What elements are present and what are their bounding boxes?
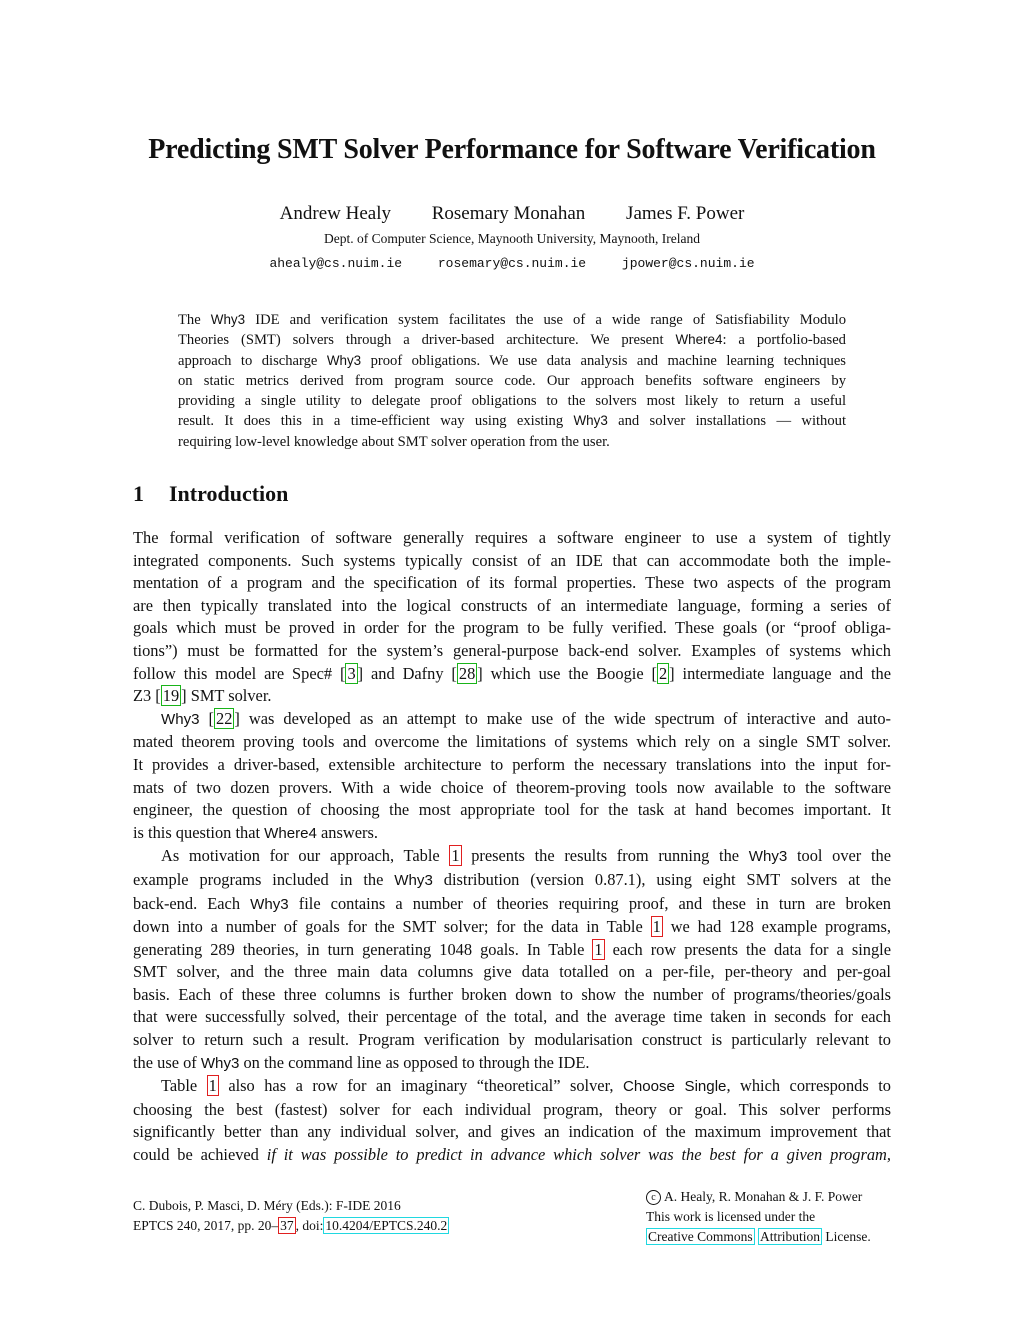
table-link[interactable]: 1 [594, 939, 603, 959]
body-line: As motivation for our approach, Table 1 presents the results from running the Why3 tool over the [161, 846, 891, 866]
body-line: It provides a driver-based, extensible architecture to perform the necessary translations into the input for- [133, 754, 891, 774]
author-email: jpower@cs.nuim.ie [621, 256, 755, 271]
doi-link[interactable]: 10.4204/EPTCS.240.2 [325, 1218, 448, 1233]
body-line: SMT solver, and the three main data columns give data totalled on a per-file, per-theory and per-goal [133, 962, 891, 982]
copyright-icon: c [646, 1190, 661, 1205]
body-line: choosing the best (fastest) solver for each individual program, theory or goal. This solver performs [133, 1099, 891, 1119]
section-heading [133, 481, 288, 507]
creative-commons-link[interactable]: Creative Commons [648, 1229, 753, 1244]
abstract [178, 310, 846, 452]
citation-link[interactable]: 19 [162, 686, 180, 706]
abstract-line: result. It does this in a time-efficient way using existing Why3 and solver installations — without [178, 413, 846, 430]
section-title: Introduction [169, 481, 289, 506]
body-line: example programs included in the Why3 distribution (version 0.87.1), using eight SMT solvers at the [133, 869, 891, 889]
paper-title: Predicting SMT Solver Performance for Software Verification [148, 134, 876, 165]
body-line: back-end. Each Why3 file contains a number of theories requiring proof, and these in turn are broken [133, 893, 891, 913]
abstract-line: on static metrics derived from program source code. Our approach benefits software engineers by [178, 372, 846, 389]
body-line: engineer, the question of choosing the most appropriate tool for the task at hand becomes important. It [133, 800, 891, 820]
citation-link[interactable]: 28 [458, 663, 476, 683]
body-line: Why3 [ 22 ] was developed as an attempt to make use of the wide spectrum of interactive and auto- [161, 708, 891, 728]
copyright-line: c A. Healy, R. Monahan & J. F. Power [646, 1187, 871, 1207]
citation-link[interactable]: 3 [347, 663, 356, 683]
body-line: follow this model are Spec# [ 3 ] and Dafny [ 28 ] which use the Boogie [ 2 ] intermediate language and the [133, 663, 891, 683]
license-links: Creative Commons Attribution License. [648, 1229, 871, 1244]
abstract-line: The Why3 IDE and verification system facilitates the use of a wide range of Satisfiability Modulo [178, 312, 847, 328]
body-line: is this question that Where4 answers. [133, 822, 378, 842]
section-number: 1 [133, 481, 144, 506]
abstract-line: approach to discharge Why3 proof obligations. We use data analysis and machine learning techniques [178, 352, 846, 369]
author-list [0, 203, 1024, 225]
body-line: basis. Each of these three columns is further broken down to show the number of programs/theories/goals [133, 984, 891, 1004]
citation-link[interactable]: 22 [216, 708, 233, 728]
last-page-link[interactable]: 37 [280, 1218, 294, 1233]
author-name: Andrew Healy [279, 203, 391, 224]
body-line: could be achieved if it was possible to predict in advance which solver was the best for a given program, [133, 1145, 891, 1165]
body-line: The formal verification of software generally requires a software engineer to use a system of tightly [133, 528, 891, 547]
eptcs-line: EPTCS 240, 2017, pp. 20– 37 , doi: 10.4204/EPTCS.240.2 [133, 1218, 448, 1233]
author-email: rosemary@cs.nuim.ie [437, 256, 587, 271]
body-line: significantly better than any individual solver, and gives an indication of the maximum improvement that [133, 1122, 891, 1142]
publication-info [133, 1196, 449, 1236]
body-line: the use of Why3 on the command line as opposed to through the IDE. [133, 1052, 590, 1072]
author-name: James F. Power [626, 203, 745, 224]
table-link[interactable]: 1 [451, 846, 460, 866]
body-line: mats of two dozen provers. With a wide choice of theorem-proving tools now available to the software [133, 777, 891, 797]
body-line: down into a number of goals for the SMT solver; for the data in Table 1 we had 128 example programs, [133, 917, 892, 937]
body-line: Z3 [ 19 ] SMT solver. [133, 686, 272, 706]
proceedings-line: C. Dubois, P. Masci, D. Méry (Eds.): F-IDE 2016 [133, 1198, 401, 1213]
license-line: This work is licensed under the [646, 1209, 816, 1224]
body-line: mentation of a program and the specification of its formal properties. These two aspects of the program [133, 573, 891, 593]
body-line: are then typically translated into the logical constructs of an intermediate language, forming a series of [133, 595, 891, 615]
affiliation: Dept. of Computer Science, Maynooth University, Maynooth, Ireland [324, 231, 700, 246]
table-link[interactable]: 1 [652, 917, 661, 937]
author-name: Rosemary Monahan [431, 203, 586, 224]
citation-link[interactable]: 2 [658, 663, 668, 683]
body-line: mated theorem proving tools and overcome the limitations of systems which rely on a single SMT solver. [133, 732, 891, 752]
author-email: ahealy@cs.nuim.ie [269, 256, 403, 271]
body-line: generating 289 theories, in turn generating 1048 goals. In Table 1 each row presents the data for a single [133, 939, 891, 959]
abstract-line: requiring low-level knowledge about SMT solver operation from the user. [178, 433, 610, 450]
body-line: tions”) must be formatted for the system’s general-purpose back-end solver. Examples of systems which [133, 640, 891, 660]
body-line: integrated components. Such systems typically consist of an IDE that can accommodate both the imple- [133, 550, 891, 570]
attribution-link[interactable]: Attribution [760, 1229, 820, 1244]
license-info [646, 1187, 871, 1247]
body-text [133, 527, 891, 1167]
body-line: Table 1 also has a row for an imaginary “theoretical” solver, Choose Single, which corresponds to [161, 1076, 891, 1096]
body-line: that were successfully solved, their percentage of the total, and the average time taken in seconds for each [133, 1007, 891, 1027]
body-line: goals which must be proved in order for the program to be fully verified. These goals (or “proof obliga- [133, 618, 891, 638]
abstract-line: providing a single utility to delegate proof obligations to the solvers most likely to return a useful [178, 393, 846, 410]
abstract-line: Theories (SMT) solvers through a driver-based architecture. We present Where4: a portfolio-based [178, 332, 846, 349]
email-list [0, 256, 1024, 271]
table-link[interactable]: 1 [208, 1076, 217, 1096]
body-line: solver to return such a result. Program verification by modularisation construct is particularly relevant to [133, 1030, 891, 1050]
